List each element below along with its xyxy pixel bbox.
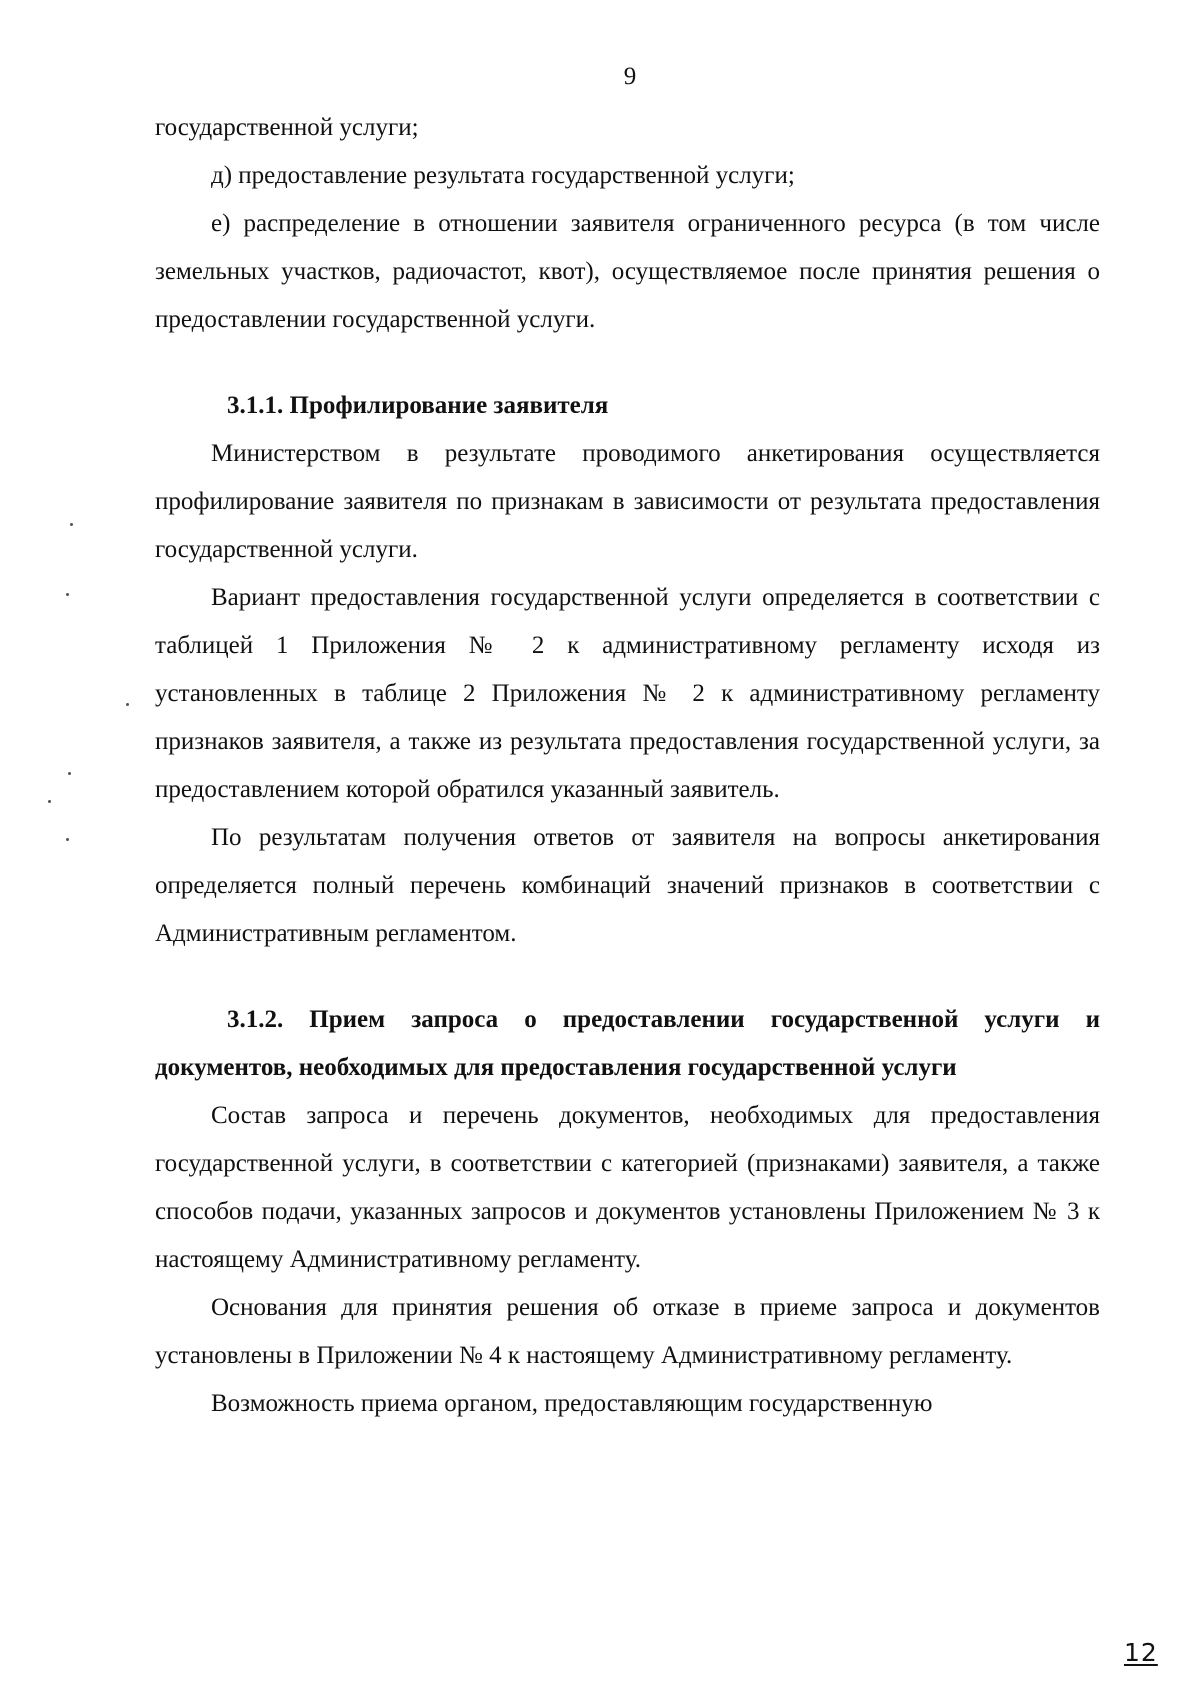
- paragraph: Возможность приема органом, предоставляющим государственную: [211, 1390, 933, 1417]
- scan-speck: [66, 838, 69, 841]
- paragraph: д) предоставление результата государственной услуги;: [211, 162, 795, 189]
- paragraph: Основания для принятия решения об отказе в приеме запроса и документов установлены в Приложении № 4 к настоящему Административному регламенту.: [155, 1294, 1100, 1369]
- spacer: [155, 344, 1100, 382]
- paragraph: государственной услуги;: [155, 114, 419, 141]
- paragraph: Вариант предоставления государственной услуги определяется в соответствии с таблицей 1 Приложения № 2 к административному регламенту исходя из установленных в таблице 2 Приложения № 2 к административному регламенту признаков заявителя, а также из результата предоставления государственной услуги, за предоставлением которой обратился указанный заявитель.: [155, 584, 1100, 803]
- spacer: [155, 958, 1100, 996]
- paragraph: е) распределение в отношении заявителя ограниченного ресурса (в том числе земельных участков, радиочастот, квот), осуществляемое после принятия решения о предоставлении государственной услуги.: [155, 210, 1100, 333]
- scan-speck: [126, 703, 129, 706]
- scan-speck: [68, 772, 71, 775]
- section-heading: 3.1.1. Профилирование заявителя: [227, 392, 609, 419]
- section-heading: 3.1.2. Прием запроса о предоставлении государственной услуги и документов, необходимых для предоставления государственной услуги: [155, 1006, 1100, 1081]
- paragraph: Состав запроса и перечень документов, необходимых для предоставления государственной услуги, в соответствии с категорией (признаками) заявителя, а также способов подачи, указанных запросов и документов установлены Приложением № 3 к настоящему Административному регламенту.: [155, 1102, 1100, 1273]
- scan-speck: [48, 800, 51, 803]
- handwritten-page-mark: 12: [1124, 1638, 1158, 1667]
- scan-speck: [70, 523, 73, 526]
- paragraph: Министерством в результате проводимого анкетирования осуществляется профилирование заявителя по признакам в зависимости от результата предоставления государственной услуги.: [155, 440, 1100, 563]
- paragraph: По результатам получения ответов от заявителя на вопросы анкетирования определяется полный перечень комбинаций значений признаков в соответствии с Административным регламентом.: [155, 824, 1100, 947]
- scan-speck: [66, 593, 69, 596]
- page-number: 9: [623, 63, 637, 90]
- document-body: [155, 104, 1100, 1428]
